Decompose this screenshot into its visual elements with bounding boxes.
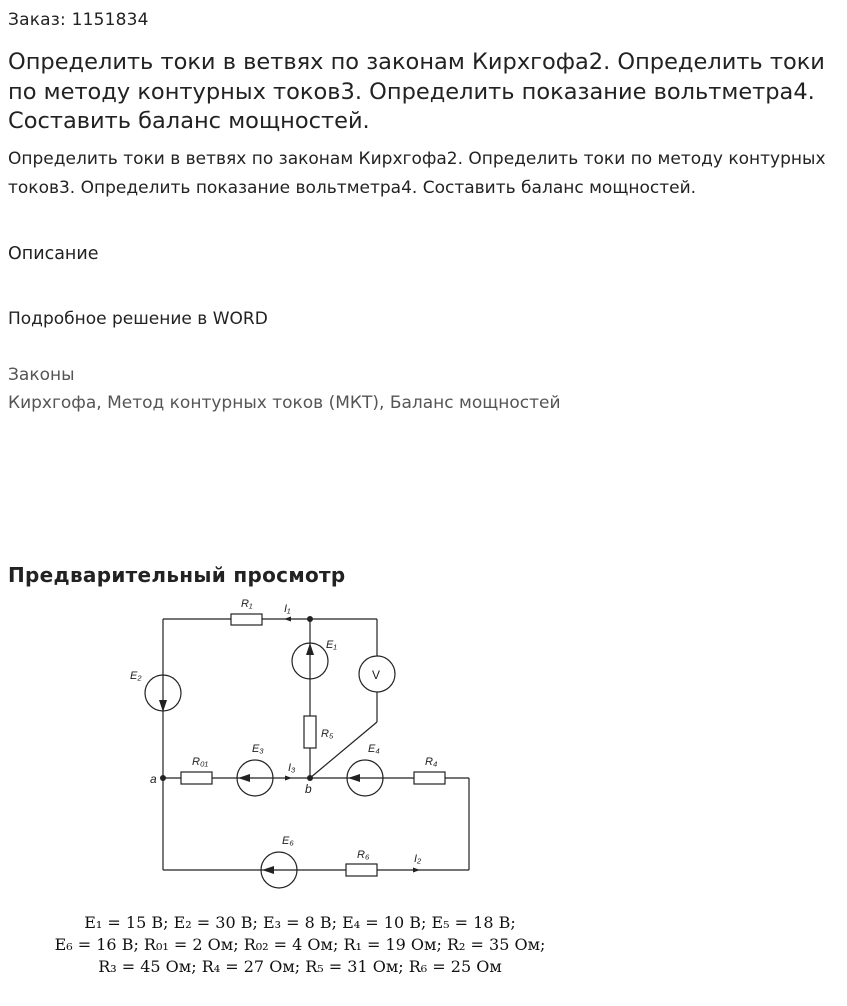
- description-text: Определить токи в ветвях по законам Кирхгофа2. Определить токи по методу контурных токов3. Определить показание вольтметра4. Составить баланс мощностей.: [8, 149, 826, 198]
- label-e6: E₆: [282, 835, 294, 847]
- solution-text: Подробное решение в WORD: [8, 309, 268, 329]
- node-a: [160, 775, 166, 781]
- label-e2: E₂: [130, 670, 142, 682]
- tag-link-power-balance[interactable]: Баланс мощностей: [389, 393, 561, 413]
- formula-line-3: R₃ = 45 Ом; R₄ = 27 Ом; R₅ = 31 Ом; R₆ = 25 Ом: [98, 957, 502, 976]
- label-i3: I₃: [288, 762, 296, 774]
- description-section-title: Описание: [8, 244, 99, 264]
- label-voltmeter: V: [372, 668, 381, 682]
- resistor-r4: [414, 772, 445, 784]
- tags-label: Законы: [8, 365, 75, 385]
- resistor-r1: [231, 614, 262, 625]
- preview-heading: Предварительный просмотр: [8, 563, 346, 587]
- label-e1: E₁: [326, 639, 337, 651]
- label-r6: R₆: [357, 849, 370, 861]
- tag-separator: ,: [96, 393, 108, 413]
- label-e3: E₃: [252, 743, 264, 755]
- resistor-r5: [304, 716, 316, 748]
- label-i1: I₁: [284, 603, 291, 615]
- formula-line-1: E₁ = 15 В; E₂ = 30 В; E₃ = 8 В; E₄ = 10 В; E₅ = 18 В;: [84, 913, 516, 932]
- circuit-diagram: [0, 595, 600, 905]
- label-e4: E₄: [368, 743, 380, 755]
- label-r01: R₀₁: [192, 756, 209, 768]
- node-top: [307, 616, 313, 622]
- order-number: Заказ: 1151834: [8, 10, 149, 30]
- node-b: [307, 775, 313, 781]
- label-node-a: a: [150, 772, 157, 786]
- label-r1: R₁: [241, 598, 253, 610]
- page-title: Определить токи в ветвях по законам Кирхгофа2. Определить токи по методу контурных токов3. Определить показание вольтметра4. Составить баланс мощностей.: [8, 49, 825, 134]
- label-r5: R₅: [321, 728, 334, 740]
- tag-link-kirchhoff[interactable]: Кирхгофа: [8, 393, 97, 413]
- tags-list: [8, 393, 561, 413]
- label-r4: R₄: [425, 756, 438, 768]
- label-node-b: b: [305, 782, 312, 796]
- tag-link-mesh-current[interactable]: Метод контурных токов (МКТ): [107, 393, 379, 413]
- resistor-r01: [181, 772, 212, 784]
- label-i2: I₂: [414, 853, 422, 865]
- formula-line-2: E₆ = 16 В; R₀₁ = 2 Ом; R₀₂ = 4 Ом; R₁ = 19 Ом; R₂ = 35 Ом;: [54, 935, 546, 954]
- tag-separator: ,: [379, 393, 390, 413]
- resistor-r6: [346, 864, 377, 876]
